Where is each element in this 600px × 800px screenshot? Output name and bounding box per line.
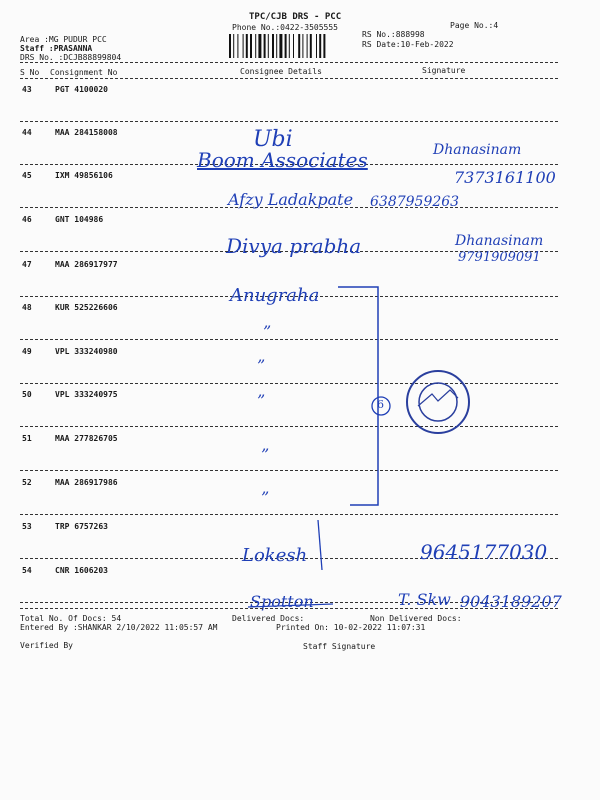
handwritten-name: Afzy Ladakpate xyxy=(228,190,354,209)
row-divider xyxy=(20,514,558,515)
handwritten-name: Anugraha xyxy=(230,285,320,306)
phone-number: Phone No.:0422-3505555 xyxy=(232,23,338,32)
drs-number: DRS No. :DCJB88899804 xyxy=(20,53,122,62)
staff-label: Staff :PRASANNA xyxy=(20,44,93,53)
barcode xyxy=(229,34,353,58)
divider xyxy=(20,62,558,63)
handwritten-phone: 6387959263 xyxy=(370,194,460,210)
row-serial-number: 54 xyxy=(22,566,32,575)
row-consignment-number: MAA 284158008 xyxy=(55,128,118,137)
row-divider xyxy=(20,426,558,427)
non-delivered-docs: Non Delivered Docs: xyxy=(370,614,462,623)
row-consignment-number: CNR 1606203 xyxy=(55,566,108,575)
row-serial-number: 53 xyxy=(22,522,32,531)
page-number: Page No.:4 xyxy=(450,21,499,30)
col-consignee: Consignee Details xyxy=(240,67,322,76)
handwritten-signature: Dhanasinam xyxy=(433,142,522,158)
rs-number: RS No.:888998 xyxy=(362,30,425,39)
row-consignment-number: VPL 333240975 xyxy=(55,390,118,399)
handwritten-phone: 9791909091 xyxy=(458,250,541,265)
handwritten-name: Divya prabha xyxy=(226,234,362,258)
area-label: Area :MG PUDUR PCC xyxy=(20,35,107,44)
row-consignment-number: MAA 277826705 xyxy=(55,434,118,443)
row-serial-number: 49 xyxy=(22,347,32,356)
ditto-mark: ” xyxy=(261,488,270,507)
row-serial-number: 48 xyxy=(22,303,32,312)
rubber-stamp xyxy=(404,368,472,436)
rs-date: RS Date:10-Feb-2022 xyxy=(362,40,454,49)
row-serial-number: 50 xyxy=(22,390,32,399)
row-consignment-number: MAA 286917977 xyxy=(55,260,118,269)
row-divider xyxy=(20,339,558,340)
row-serial-number: 46 xyxy=(22,215,32,224)
handwritten-name: Lokesh xyxy=(242,545,308,566)
handwritten-signature: Dhanasinam xyxy=(455,233,544,249)
row-consignment-number: MAA 286917986 xyxy=(55,478,118,487)
row-divider xyxy=(20,470,558,471)
row-consignment-number: PGT 4100020 xyxy=(55,85,108,94)
row-consignment-number: GNT 104986 xyxy=(55,215,104,224)
printed-on: Printed On: 10-02-2022 11:07:31 xyxy=(276,623,426,632)
entered-by: Entered By :SHANKAR 2/10/2022 11:05:57 AM xyxy=(20,623,218,632)
handwritten-name: Spotton xyxy=(250,592,314,611)
row-divider xyxy=(20,121,558,122)
divider xyxy=(20,78,558,79)
col-signature: Signature xyxy=(422,66,466,75)
row-serial-number: 47 xyxy=(22,260,32,269)
handwritten-name: Boom Associates xyxy=(197,148,368,172)
handwritten-phone: 7373161100 xyxy=(454,168,556,187)
circled-number: 6 xyxy=(377,398,384,411)
document-title: TPC/CJB DRS - PCC xyxy=(249,12,342,22)
ditto-mark: ” xyxy=(257,356,266,375)
row-serial-number: 45 xyxy=(22,171,32,180)
row-divider xyxy=(20,383,558,384)
row-serial-number: 43 xyxy=(22,85,32,94)
row-serial-number: 44 xyxy=(22,128,32,137)
ditto-mark: ” xyxy=(261,445,270,464)
ditto-mark: ” xyxy=(257,391,266,410)
delivered-docs: Delivered Docs: xyxy=(232,614,305,623)
row-consignment-number: VPL 333240980 xyxy=(55,347,118,356)
row-serial-number: 51 xyxy=(22,434,32,443)
staff-signature: Staff Signature xyxy=(303,642,376,651)
verified-by: Verified By xyxy=(20,641,73,650)
ditto-mark: ” xyxy=(263,322,272,341)
handwritten-phone: 9645177030 xyxy=(420,540,548,564)
handwritten-name: Ubi xyxy=(253,127,293,152)
col-consignment: Consignment No xyxy=(50,68,118,77)
handwritten-signature: T. Skw xyxy=(398,590,451,609)
row-consignment-number: TRP 6757263 xyxy=(55,522,108,531)
divider xyxy=(20,608,558,609)
handwritten-phone: 9043189207 xyxy=(460,592,562,611)
col-sno: S No xyxy=(20,68,40,77)
total-docs: Total No. Of Docs: 54 xyxy=(20,614,122,623)
row-consignment-number: IXM 49856106 xyxy=(55,171,113,180)
row-serial-number: 52 xyxy=(22,478,32,487)
row-consignment-number: KUR 525226606 xyxy=(55,303,118,312)
